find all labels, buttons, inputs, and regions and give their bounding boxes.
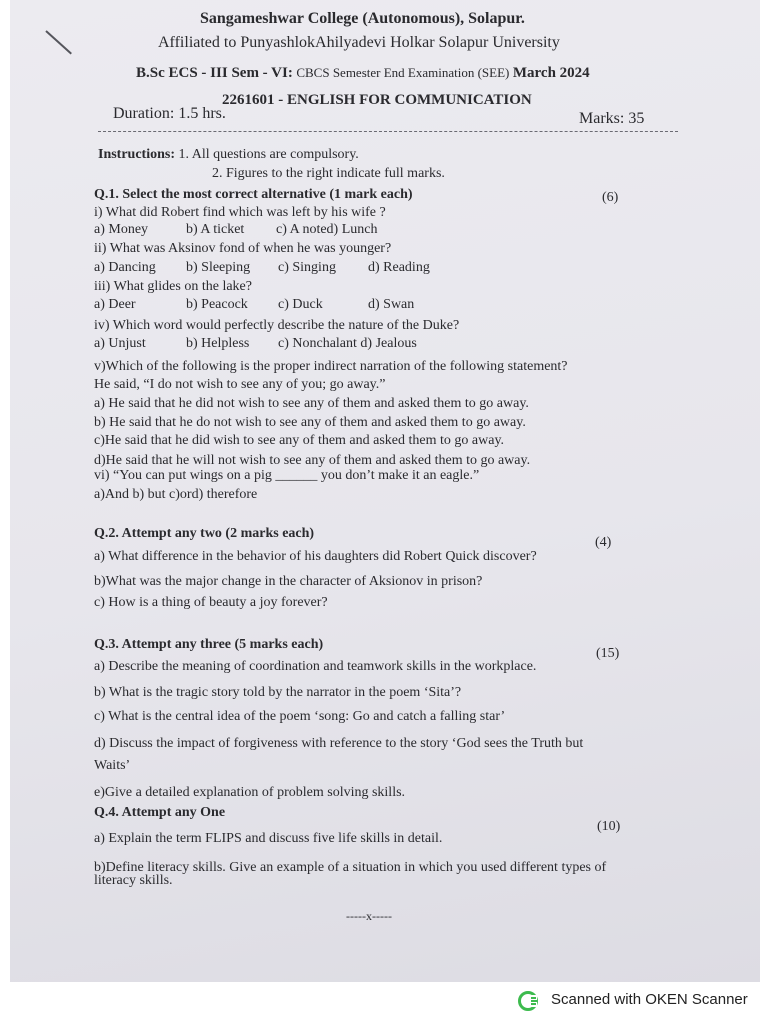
option: b) Helpless <box>186 336 250 351</box>
exam-middle: CBCS Semester End Examination (SEE) <box>296 65 510 80</box>
q2-heading: Q.2. Attempt any two (2 marks each) <box>94 526 315 541</box>
q2-c: c) How is a thing of beauty a joy forever? <box>94 595 328 610</box>
q3-c: c) What is the central idea of the poem ‘song: Go and catch a falling star’ <box>94 709 506 724</box>
q3-heading: Q.3. Attempt any three (5 marks each) <box>94 637 324 652</box>
q1-i: i) What did Robert find which was left by his wife ? <box>94 205 386 220</box>
q2-marks: (4) <box>595 535 612 550</box>
q4-marks: (10) <box>597 819 621 834</box>
duration: Duration: 1.5 hrs. <box>113 105 226 122</box>
q3-d-cont: Waits’ <box>94 758 131 773</box>
q2-a: a) What difference in the behavior of his daughters did Robert Quick discover? <box>94 549 537 564</box>
option: a) Dancing <box>94 260 156 275</box>
course-title: 2261601 - ENGLISH FOR COMMUNICATION <box>222 92 532 108</box>
q1-marks: (6) <box>602 190 619 205</box>
exam-prefix: B.Sc ECS - III Sem - VI: <box>136 65 293 81</box>
q2-b: b)What was the major change in the character of Aksionov in prison? <box>94 574 483 589</box>
header-divider <box>98 131 678 132</box>
option: c) Singing <box>278 260 336 275</box>
q1-vi: vi) “You can put wings on a pig ______ you don’t make it an eagle.” <box>94 468 480 483</box>
oken-scanner-logo-icon <box>518 991 538 1011</box>
q3-marks: (15) <box>596 646 620 661</box>
exam-date: March 2024 <box>512 65 590 81</box>
q1-heading: Q.1. Select the most correct alternative (1 mark each) <box>94 187 413 202</box>
q1-iii-options <box>94 296 415 314</box>
q1-i-options <box>94 221 378 239</box>
option: a) Money <box>94 222 149 237</box>
q4-heading: Q.4. Attempt any One <box>94 805 226 820</box>
q1-iii: iii) What glides on the lake? <box>94 279 252 294</box>
q1-ii-options <box>94 259 430 277</box>
q1-v: v)Which of the following is the proper indirect narration of the following statement? <box>94 359 568 374</box>
option: d) Reading <box>368 260 430 275</box>
option: b) A ticket <box>186 222 245 237</box>
q3-e: e)Give a detailed explanation of problem solving skills. <box>94 785 406 800</box>
option: a) Unjust <box>94 336 146 351</box>
option: c) Duck <box>278 297 323 312</box>
option: d) Swan <box>368 297 415 312</box>
option: c) Nonchalant d) Jealous <box>278 336 417 351</box>
q1-ii: ii) What was Aksinov fond of when he was younger? <box>94 241 392 256</box>
exam-line <box>136 64 590 83</box>
pen-tick-mark <box>45 30 72 54</box>
q3-d: d) Discuss the impact of forgiveness with reference to the story ‘God sees the Truth but <box>94 736 584 751</box>
q1-vi-options: a)And b) but c)ord) therefore <box>94 487 258 502</box>
affiliation: Affiliated to PunyashlokAhilyadevi Holkar Solapur University <box>158 34 560 51</box>
q3-b: b) What is the tragic story told by the narrator in the poem ‘Sita’? <box>94 685 462 700</box>
q1-v-option-b: b) He said that he do not wish to see any of them and asked them to go away. <box>94 415 526 430</box>
option: b) Peacock <box>186 297 248 312</box>
option: c) A noted) Lunch <box>276 222 378 237</box>
q3-a: a) Describe the meaning of coordination and teamwork skills in the workplace. <box>94 659 537 674</box>
q1-v-option-a: a) He said that he did not wish to see any of them and asked them to go away. <box>94 396 529 411</box>
q1-iv: iv) Which word would perfectly describe the nature of the Duke? <box>94 318 460 333</box>
instructions-label: Instructions: <box>98 147 176 162</box>
instruction-2: 2. Figures to the right indicate full marks. <box>212 166 445 181</box>
instructions-line-1 <box>98 146 359 164</box>
q4-a: a) Explain the term FLIPS and discuss five life skills in detail. <box>94 831 443 846</box>
option: a) Deer <box>94 297 136 312</box>
exam-paper <box>10 0 760 982</box>
q1-iv-options <box>94 335 417 353</box>
scanner-watermark-text: Scanned with OKEN Scanner <box>551 991 748 1008</box>
instruction-1: 1. All questions are compulsory. <box>178 147 359 162</box>
end-mark: -----x----- <box>346 909 392 923</box>
q1-v-statement: He said, “I do not wish to see any of you; go away.” <box>94 377 386 392</box>
total-marks: Marks: 35 <box>579 110 645 127</box>
q4-b: b)Define literacy skills. Give an example of a situation in which you used different types of <box>94 860 607 875</box>
college-name: Sangameshwar College (Autonomous), Solapur. <box>200 10 525 27</box>
q1-v-option-d: d)He said that he will not wish to see any of them and asked them to go away. <box>94 453 531 468</box>
q1-v-option-c: c)He said that he did wish to see any of them and asked them to go away. <box>94 433 505 448</box>
option: b) Sleeping <box>186 260 251 275</box>
q4-b-cont: literacy skills. <box>94 873 173 888</box>
